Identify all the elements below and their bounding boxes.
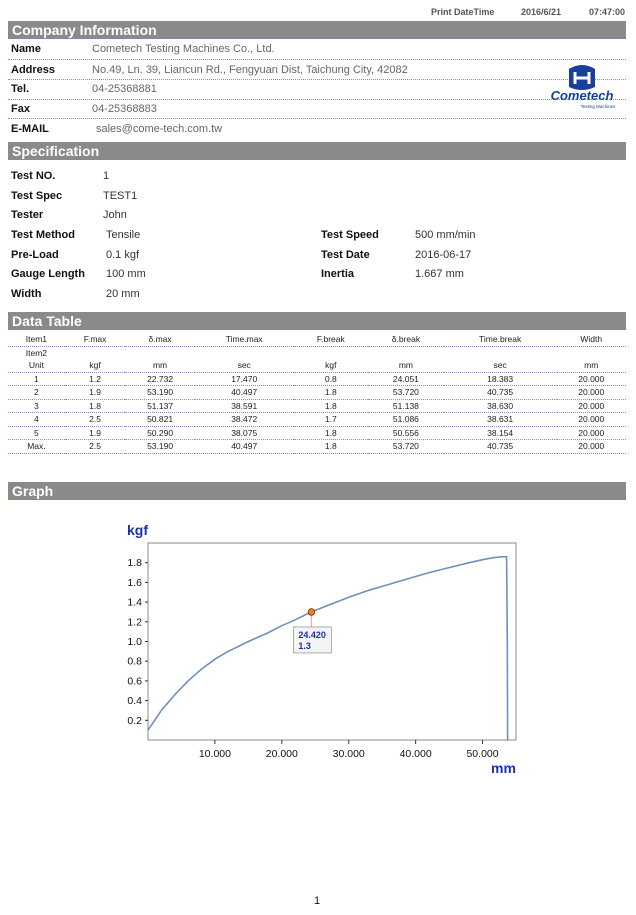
width-value: 20 mm xyxy=(106,288,140,300)
y-tick-label: 1.0 xyxy=(127,636,142,648)
y-tick-label: 0.8 xyxy=(127,655,142,668)
table-cell: 53.720 xyxy=(368,440,444,454)
table-cell: mm xyxy=(368,359,444,372)
email-label: E-MAIL xyxy=(11,123,49,135)
x-tick-label: 20.000 xyxy=(265,748,298,760)
table-cell: 1 xyxy=(8,372,65,386)
table-header-row xyxy=(8,333,626,346)
table-cell: 50.556 xyxy=(368,426,444,440)
table-row xyxy=(8,440,626,454)
force-displacement-chart xyxy=(110,515,530,780)
fax-value: 04-25368883 xyxy=(92,103,157,115)
table-cell: 22.732 xyxy=(125,372,194,386)
table-cell: 51.138 xyxy=(368,399,444,413)
inertia-label: Inertia xyxy=(321,268,355,280)
print-time: 07:47:00 xyxy=(589,7,626,17)
plot-area xyxy=(148,543,516,740)
table-row xyxy=(8,413,626,427)
table-cell: Max. xyxy=(8,440,65,454)
table-row xyxy=(8,386,626,400)
table-cell: 38.154 xyxy=(444,426,557,440)
table-cell: sec xyxy=(444,359,557,372)
test-date-label: Test Date xyxy=(321,249,370,261)
table-cell: 20.000 xyxy=(557,413,627,427)
table-cell: 38.075 xyxy=(195,426,294,440)
table-cell: 1.7 xyxy=(294,413,368,427)
x-axis-label: mm xyxy=(491,760,516,776)
tester-label: Tester xyxy=(11,209,44,221)
table-row xyxy=(8,399,626,413)
marker-x-label: 24.420 xyxy=(298,629,326,640)
table-cell: 53.720 xyxy=(368,386,444,400)
test-speed-value: 500 mm/min xyxy=(415,229,476,241)
table-cell: 1.2 xyxy=(65,372,126,386)
inertia-value: 1.667 mm xyxy=(415,268,464,280)
test-date-value: 2016-06-17 xyxy=(415,249,472,261)
table-cell: mm xyxy=(125,359,194,372)
table-cell: 5 xyxy=(8,426,65,440)
table-cell: 50.821 xyxy=(125,413,194,427)
table-cell: 2 xyxy=(8,386,65,400)
tel-value: 04-25368881 xyxy=(92,83,157,95)
preload-value: 0.1 kgf xyxy=(106,249,140,261)
table-cell: 53.190 xyxy=(125,386,194,400)
table-cell: 38.472 xyxy=(195,413,294,427)
y-tick-label: 0.4 xyxy=(127,695,142,708)
table-cell: 3 xyxy=(8,399,65,413)
logo-wordmark: Cometech xyxy=(550,88,614,103)
name-value: Cometech Testing Machines Co., Ltd. xyxy=(92,43,275,55)
table-cell: sec xyxy=(195,359,294,372)
width-label: Width xyxy=(11,288,42,300)
table-cell: 1.8 xyxy=(294,399,368,413)
table-cell: 18.383 xyxy=(444,372,557,386)
table-cell: 20.000 xyxy=(557,372,627,386)
table-cell: 40.735 xyxy=(444,386,557,400)
tester-value: John xyxy=(103,209,127,221)
y-tick-label: 1.8 xyxy=(127,557,142,570)
x-tick-label: 10.000 xyxy=(198,748,231,760)
name-label: Name xyxy=(11,43,41,55)
table-cell: 1.8 xyxy=(294,386,368,400)
table-cell: 51.086 xyxy=(368,413,444,427)
column-header: F.max xyxy=(65,333,126,346)
table-cell: 38.591 xyxy=(195,399,294,413)
table-cell: 0.8 xyxy=(294,372,368,386)
print-date: 2016/6/21 xyxy=(521,7,562,17)
specification-header: Specification xyxy=(8,142,626,160)
table-cell: 17.470 xyxy=(195,372,294,386)
marker-y-label: 1.3 xyxy=(298,640,311,651)
column-header: Width xyxy=(557,333,627,346)
column-header: Item1 xyxy=(8,333,65,346)
table-cell: 4 xyxy=(8,413,65,427)
table-cell: 2.5 xyxy=(65,440,126,454)
table-cell: 20.000 xyxy=(557,440,627,454)
table-cell: 1.8 xyxy=(294,440,368,454)
table-cell: 1.8 xyxy=(65,399,126,413)
table-cell: 38.631 xyxy=(444,413,557,427)
test-method-label: Test Method xyxy=(11,229,75,241)
email-value: sales@come-tech.com.tw xyxy=(96,123,223,135)
table-cell: 38.630 xyxy=(444,399,557,413)
column-header: Time.max xyxy=(195,333,294,346)
test-method-value: Tensile xyxy=(106,229,141,241)
table-cell: 40.497 xyxy=(195,440,294,454)
y-tick-label: 1.2 xyxy=(127,616,142,629)
x-tick-label: 50.000 xyxy=(466,748,499,760)
table-cell: 20.000 xyxy=(557,399,627,413)
x-tick-label: 40.000 xyxy=(399,748,432,760)
address-value: No.49, Ln. 39, Liancun Rd., Fengyuan Dist, Taichung City, 42082 xyxy=(92,64,408,76)
marker-point xyxy=(308,609,315,616)
table-cell: 51.137 xyxy=(125,399,194,413)
column-header: Time.break xyxy=(444,333,557,346)
table-cell: kgf xyxy=(294,359,368,372)
test-spec-label: Test Spec xyxy=(11,190,63,202)
gauge-length-value: 100 mm xyxy=(106,268,146,280)
table-cell: 40.497 xyxy=(195,386,294,400)
gauge-length-label: Gauge Length xyxy=(11,268,85,280)
y-tick-label: 1.6 xyxy=(127,576,142,589)
table-item2-row xyxy=(8,346,626,359)
y-tick-label: 0.6 xyxy=(127,675,142,688)
table-cell: 40.735 xyxy=(444,440,557,454)
table-cell: mm xyxy=(557,359,627,372)
column-header: δ.break xyxy=(368,333,444,346)
table-cell: 20.000 xyxy=(557,386,627,400)
table-cell: 2.5 xyxy=(65,413,126,427)
tel-label: Tel. xyxy=(11,83,30,95)
y-tick-label: 0.2 xyxy=(127,714,142,727)
table-cell: 1.9 xyxy=(65,386,126,400)
table-cell: Unit xyxy=(8,359,65,372)
test-speed-label: Test Speed xyxy=(321,229,379,241)
table-row xyxy=(8,359,626,372)
table-cell: 1.8 xyxy=(294,426,368,440)
print-datetime-label: Print DateTime xyxy=(431,7,495,17)
test-spec-value: TEST1 xyxy=(103,190,138,202)
column-header: δ.max xyxy=(125,333,194,346)
table-row xyxy=(8,372,626,386)
page-number: 1 xyxy=(314,895,321,907)
test-no-label: Test NO. xyxy=(11,170,56,182)
table-cell: 50.290 xyxy=(125,426,194,440)
company-logo xyxy=(545,63,620,113)
address-label: Address xyxy=(11,64,56,76)
table-cell: 20.000 xyxy=(557,426,627,440)
y-tick-label: 1.4 xyxy=(127,596,142,609)
data-table-header: Data Table xyxy=(8,312,626,330)
x-tick-label: 30.000 xyxy=(332,748,365,760)
y-axis-label: kgf xyxy=(127,522,148,538)
column-header: F.break xyxy=(294,333,368,346)
graph-header: Graph xyxy=(8,482,626,500)
company-info-header: Company Information xyxy=(8,21,626,39)
table-cell: 53.190 xyxy=(125,440,194,454)
preload-label: Pre-Load xyxy=(11,249,59,261)
logo-tagline: Testing Machines xyxy=(580,104,616,109)
table-cell: 24.051 xyxy=(368,372,444,386)
item2-label: Item2 xyxy=(25,347,48,358)
fax-label: Fax xyxy=(11,103,30,115)
test-no-value: 1 xyxy=(103,170,110,182)
data-table xyxy=(8,333,626,454)
table-row xyxy=(8,426,626,440)
table-cell: kgf xyxy=(65,359,126,372)
table-cell: 1.9 xyxy=(65,426,126,440)
